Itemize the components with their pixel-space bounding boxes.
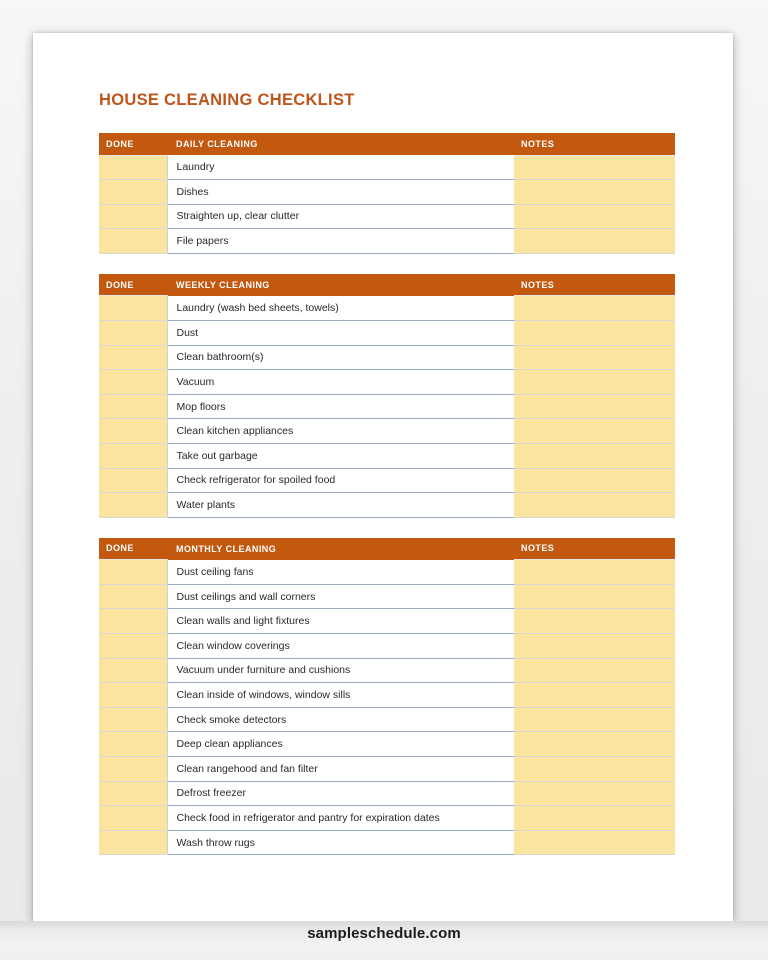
task-label-cell: Dust ceilings and wall corners: [167, 584, 514, 609]
notes-entry-cell[interactable]: [514, 394, 675, 419]
checklist-section-monthly: [99, 538, 675, 856]
notes-entry-cell[interactable]: [514, 560, 675, 585]
task-label-cell: Clean kitchen appliances: [167, 419, 514, 444]
task-label-cell: Clean bathroom(s): [167, 345, 514, 370]
task-label-cell: File papers: [167, 229, 514, 254]
table-row: [99, 781, 675, 806]
checklist-sections: [99, 133, 675, 855]
task-label-cell: Straighten up, clear clutter: [167, 204, 514, 229]
table-row: [99, 394, 675, 419]
table-row: [99, 609, 675, 634]
notes-entry-cell[interactable]: [514, 229, 675, 254]
table-row: [99, 732, 675, 757]
notes-entry-cell[interactable]: [514, 584, 675, 609]
column-header-category: MONTHLY CLEANING: [167, 538, 514, 560]
notes-entry-cell[interactable]: [514, 806, 675, 831]
notes-entry-cell[interactable]: [514, 756, 675, 781]
done-checkbox-cell[interactable]: [99, 781, 167, 806]
task-label-cell: Clean rangehood and fan filter: [167, 756, 514, 781]
done-checkbox-cell[interactable]: [99, 296, 167, 321]
notes-entry-cell[interactable]: [514, 707, 675, 732]
table-row: [99, 204, 675, 229]
notes-entry-cell[interactable]: [514, 204, 675, 229]
column-header-category: DAILY CLEANING: [167, 133, 514, 155]
done-checkbox-cell[interactable]: [99, 756, 167, 781]
column-header-notes: NOTES: [514, 538, 675, 560]
done-checkbox-cell[interactable]: [99, 370, 167, 395]
done-checkbox-cell[interactable]: [99, 345, 167, 370]
done-checkbox-cell[interactable]: [99, 180, 167, 205]
done-checkbox-cell[interactable]: [99, 320, 167, 345]
done-checkbox-cell[interactable]: [99, 806, 167, 831]
table-row: [99, 370, 675, 395]
checklist-section-weekly: [99, 274, 675, 518]
table-row: [99, 756, 675, 781]
document-sheet: [33, 33, 733, 921]
task-label-cell: Wash throw rugs: [167, 830, 514, 855]
table-row: [99, 707, 675, 732]
done-checkbox-cell[interactable]: [99, 443, 167, 468]
task-label-cell: Defrost freezer: [167, 781, 514, 806]
done-checkbox-cell[interactable]: [99, 658, 167, 683]
notes-entry-cell[interactable]: [514, 683, 675, 708]
task-label-cell: Vacuum: [167, 370, 514, 395]
notes-entry-cell[interactable]: [514, 732, 675, 757]
notes-entry-cell[interactable]: [514, 634, 675, 659]
table-header-row: [99, 274, 675, 296]
task-label-cell: Clean walls and light fixtures: [167, 609, 514, 634]
task-label-cell: Check smoke detectors: [167, 707, 514, 732]
table-row: [99, 419, 675, 444]
task-label-cell: Check food in refrigerator and pantry for expiration dates: [167, 806, 514, 831]
table-row: [99, 443, 675, 468]
task-label-cell: Clean inside of windows, window sills: [167, 683, 514, 708]
table-row: [99, 584, 675, 609]
checklist-table-weekly: [99, 274, 675, 518]
done-checkbox-cell[interactable]: [99, 394, 167, 419]
table-row: [99, 155, 675, 180]
notes-entry-cell[interactable]: [514, 180, 675, 205]
table-row: [99, 560, 675, 585]
task-label-cell: Dust ceiling fans: [167, 560, 514, 585]
table-header-row: [99, 538, 675, 560]
task-label-cell: Dust: [167, 320, 514, 345]
task-label-cell: Laundry: [167, 155, 514, 180]
checklist-section-daily: [99, 133, 675, 254]
table-row: [99, 229, 675, 254]
notes-entry-cell[interactable]: [514, 468, 675, 493]
task-label-cell: Dishes: [167, 180, 514, 205]
task-label-cell: Laundry (wash bed sheets, towels): [167, 296, 514, 321]
notes-entry-cell[interactable]: [514, 296, 675, 321]
column-header-done: DONE: [99, 133, 167, 155]
table-header-row: [99, 133, 675, 155]
done-checkbox-cell[interactable]: [99, 830, 167, 855]
table-row: [99, 806, 675, 831]
task-label-cell: Water plants: [167, 493, 514, 518]
done-checkbox-cell[interactable]: [99, 609, 167, 634]
done-checkbox-cell[interactable]: [99, 707, 167, 732]
notes-entry-cell[interactable]: [514, 658, 675, 683]
notes-entry-cell[interactable]: [514, 781, 675, 806]
table-row: [99, 180, 675, 205]
footer-site-label: sampleschedule.com: [307, 925, 461, 942]
table-row: [99, 683, 675, 708]
done-checkbox-cell[interactable]: [99, 204, 167, 229]
notes-entry-cell[interactable]: [514, 345, 675, 370]
table-row: [99, 658, 675, 683]
done-checkbox-cell[interactable]: [99, 584, 167, 609]
done-checkbox-cell[interactable]: [99, 732, 167, 757]
done-checkbox-cell[interactable]: [99, 155, 167, 180]
task-label-cell: Mop floors: [167, 394, 514, 419]
table-row: [99, 493, 675, 518]
column-header-notes: NOTES: [514, 133, 675, 155]
task-label-cell: Take out garbage: [167, 443, 514, 468]
notes-entry-cell[interactable]: [514, 443, 675, 468]
page-title: HOUSE CLEANING CHECKLIST: [99, 91, 355, 109]
checklist-table-daily: [99, 133, 675, 254]
notes-entry-cell[interactable]: [514, 830, 675, 855]
notes-entry-cell[interactable]: [514, 419, 675, 444]
column-header-category: WEEKLY CLEANING: [167, 274, 514, 296]
column-header-notes: NOTES: [514, 274, 675, 296]
done-checkbox-cell[interactable]: [99, 468, 167, 493]
table-row: [99, 830, 675, 855]
column-header-done: DONE: [99, 274, 167, 296]
table-row: [99, 320, 675, 345]
notes-entry-cell[interactable]: [514, 609, 675, 634]
done-checkbox-cell[interactable]: [99, 419, 167, 444]
checklist-table-monthly: [99, 538, 675, 856]
done-checkbox-cell[interactable]: [99, 634, 167, 659]
task-label-cell: Clean window coverings: [167, 634, 514, 659]
notes-entry-cell[interactable]: [514, 370, 675, 395]
notes-entry-cell[interactable]: [514, 493, 675, 518]
table-row: [99, 468, 675, 493]
task-label-cell: Check refrigerator for spoiled food: [167, 468, 514, 493]
done-checkbox-cell[interactable]: [99, 683, 167, 708]
table-row: [99, 345, 675, 370]
done-checkbox-cell[interactable]: [99, 229, 167, 254]
notes-entry-cell[interactable]: [514, 155, 675, 180]
column-header-done: DONE: [99, 538, 167, 560]
task-label-cell: Vacuum under furniture and cushions: [167, 658, 514, 683]
done-checkbox-cell[interactable]: [99, 560, 167, 585]
done-checkbox-cell[interactable]: [99, 493, 167, 518]
table-row: [99, 296, 675, 321]
notes-entry-cell[interactable]: [514, 320, 675, 345]
table-row: [99, 634, 675, 659]
task-label-cell: Deep clean appliances: [167, 732, 514, 757]
